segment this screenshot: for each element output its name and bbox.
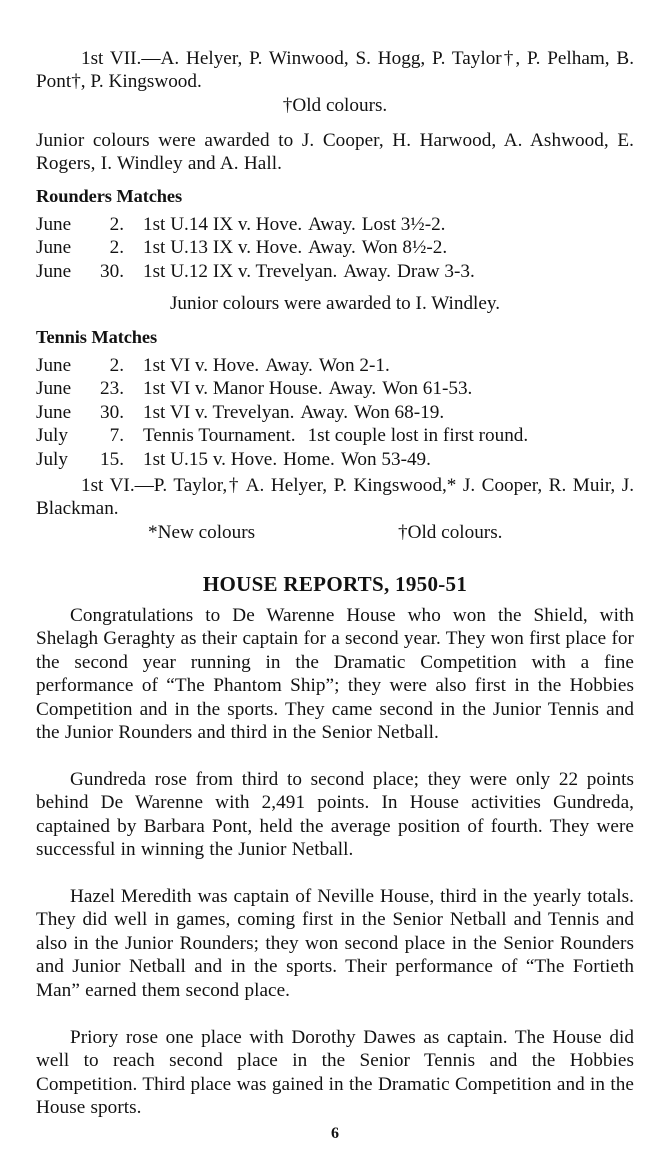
junior-colours-netball-paragraph: Junior colours were awarded to J. Cooper, H. Harwood, A. Ashwood, E. Rogers, I. Windley and A. Hall. — [36, 130, 634, 175]
fixture-day: 2. — [109, 237, 124, 259]
fixture-row — [36, 213, 634, 236]
fixture-row — [36, 236, 634, 259]
fixture-result: Lost 3½-2. — [361, 214, 446, 235]
fixture-venue: Away. — [308, 214, 356, 235]
fixture-month: July — [36, 425, 68, 447]
fixture-row — [36, 354, 634, 377]
fixture-detail: 1st U.13 IX v. Hove. — [143, 237, 303, 259]
fixture-row — [36, 424, 634, 447]
fixture-result: Draw 3-3. — [396, 260, 475, 282]
fixture-day: 30. — [100, 401, 124, 423]
rounders-fixture-list — [36, 213, 634, 283]
gundreda-house-paragraph: Gundreda rose from third to second place; they were only 22 points behind De Warenne with 2,491 points. In House activities Gundreda, captained by Barbara Pont, held the average position of fourth. They were successful in winning the Junior Netball. — [36, 769, 634, 861]
tennis-matches-heading: Tennis Matches — [36, 327, 158, 347]
fixture-venue: Away. — [308, 237, 356, 259]
old-colours-note: †Old colours. — [282, 95, 388, 116]
fixture-venue: Away. — [300, 401, 348, 423]
fixture-row — [36, 448, 634, 471]
fixture-detail: 1st VI v. Hove. — [143, 355, 260, 376]
fixture-result: Won 61-53. — [382, 378, 473, 400]
priory-house-paragraph: Priory rose one place with Dorothy Dawes as captain. The House did well to reach second place in the Senior Tennis and the Hobbies Competition. Third place was gained in the Dramatic Competition and in the House sports. — [36, 1027, 634, 1119]
fixture-detail: 1st VI v. Trevelyan. — [143, 401, 295, 423]
tennis-first-six-roster: 1st VI.—P. Taylor,† A. Helyer, P. Kingswood,* J. Cooper, R. Muir, J. Blackman. — [36, 475, 634, 520]
page-number: 6 — [331, 1125, 339, 1142]
fixture-row — [36, 401, 634, 424]
fixture-detail: 1st VI v. Manor House. — [143, 378, 323, 400]
fixture-month: June — [36, 214, 72, 235]
new-colours-note: *New colours — [148, 522, 256, 543]
fixture-month: June — [36, 355, 72, 376]
fixture-day: 2. — [109, 214, 124, 235]
fixture-venue: Home. — [283, 448, 335, 470]
fixture-month: June — [36, 260, 72, 282]
fixture-result: Won 53-49. — [340, 448, 431, 470]
de-warenne-house-paragraph: Congratulations to De Warenne House who won the Shield, with Shelagh Geraghty as their captain for a second year. They won first place for the second year running in the Dramatic Competition with a fine performance of “The Phantom Ship”; they were also first in the Hobbies Competition and in the sports. They came second in the Junior Tennis and the Junior Rounders and third in the Senior Netball. — [36, 605, 634, 744]
old-colours-note: †Old colours. — [398, 522, 503, 543]
fixture-month: June — [36, 378, 72, 400]
fixture-row — [36, 377, 634, 400]
fixture-result: 1st couple lost in first round. — [307, 425, 529, 447]
neville-house-paragraph: Hazel Meredith was captain of Neville House, third in the yearly totals. They did well in games, coming first in the Senior Netball and Tennis and also in the Junior Rounders; they won second place in the Senior Rounders and Junior Netball and in the sports. Their performance of “The Fortieth Man” earned them second place. — [36, 886, 634, 1001]
netball-first-seven-roster: 1st VII.—A. Helyer, P. Winwood, S. Hogg, P. Taylor†, P. Pelham, B. Pont†, P. Kingswood. — [36, 48, 634, 93]
fixture-result: Won 2-1. — [318, 355, 390, 376]
fixture-month: June — [36, 401, 72, 423]
fixture-detail: 1st U.12 IX v. Trevelyan. — [143, 260, 338, 282]
fixture-result: Won 68-19. — [354, 401, 445, 423]
fixture-detail: 1st U.14 IX v. Hove. — [143, 214, 303, 235]
fixture-venue: Away. — [328, 378, 377, 400]
fixture-day: 30. — [100, 260, 124, 282]
fixture-detail: 1st U.15 v. Hove. — [143, 448, 278, 470]
fixture-result: Won 8½-2. — [361, 237, 448, 259]
fixture-row — [36, 260, 634, 283]
fixture-month: July — [36, 448, 68, 470]
junior-colours-rounders-note: Junior colours were awarded to I. Windley. — [169, 293, 501, 314]
document-page — [36, 0, 634, 1170]
fixture-day: 7. — [109, 425, 124, 447]
fixture-day: 2. — [109, 355, 124, 376]
colours-notes-row — [36, 521, 634, 544]
fixture-venue: Away. — [265, 355, 313, 376]
fixture-venue: Away. — [343, 260, 391, 282]
fixture-day: 15. — [100, 448, 124, 470]
rounders-matches-heading: Rounders Matches — [36, 186, 183, 206]
fixture-detail: Tennis Tournament. — [143, 425, 296, 447]
tennis-fixture-list — [36, 354, 634, 471]
fixture-day: 23. — [100, 378, 124, 400]
house-reports-heading: HOUSE REPORTS, 1950-51 — [202, 572, 468, 596]
fixture-month: June — [36, 237, 72, 259]
